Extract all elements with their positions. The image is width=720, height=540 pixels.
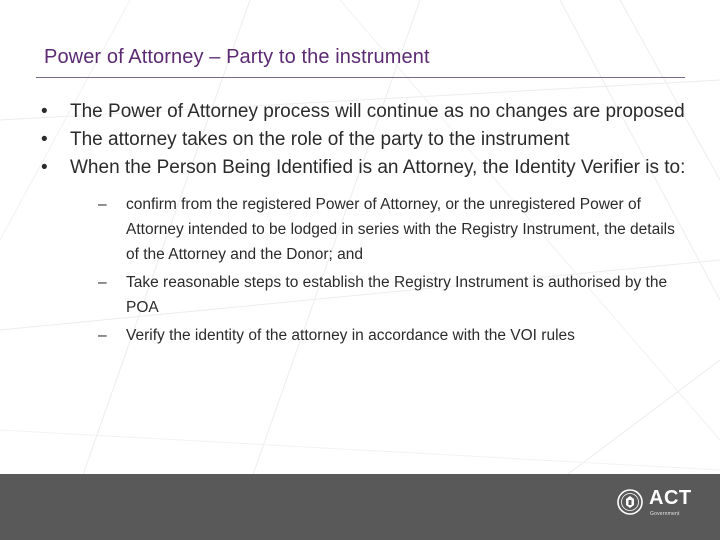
sub-bullet-item [94, 323, 686, 348]
act-government-logo [617, 483, 692, 525]
sub-bullet-item [94, 270, 686, 320]
bullet-item [36, 126, 686, 154]
bullet-text: The Power of Attorney process will continue as no changes are proposed [70, 101, 685, 122]
footer-bar [0, 474, 720, 540]
slide-body [36, 98, 686, 351]
bullet-marker: • [41, 101, 48, 122]
bullet-list [36, 98, 686, 348]
sub-bullet-text: Take reasonable steps to establish the Registry Instrument is authorised by the POA [126, 274, 668, 316]
bullet-item [36, 154, 686, 348]
act-crest-icon [617, 489, 643, 515]
bullet-item [36, 98, 686, 126]
logo-subtext: Government [650, 511, 680, 517]
sub-bullet-text: confirm from the registered Power of Attorney, or the unregistered Power of Attorney intended to be lodged in series with the Registry Instrument, the details of the Attorney and the Donor; and [126, 196, 675, 263]
slide-title: Power of Attorney – Party to the instrument [44, 46, 430, 68]
bullet-marker: • [41, 157, 48, 178]
title-divider [36, 77, 685, 78]
bullet-marker: • [41, 129, 48, 150]
bullet-text: The attorney takes on the role of the party to the instrument [70, 129, 570, 150]
dash-marker: – [98, 196, 107, 213]
bullet-text: When the Person Being Identified is an Attorney, the Identity Verifier is to: [70, 157, 686, 178]
sub-bullet-text: Verify the identity of the attorney in accordance with the VOI rules [126, 327, 575, 344]
sub-bullet-list [70, 192, 686, 348]
logo-text: ACT [649, 487, 692, 509]
sub-bullet-item [94, 192, 686, 267]
dash-marker: – [98, 327, 107, 344]
dash-marker: – [98, 274, 107, 291]
